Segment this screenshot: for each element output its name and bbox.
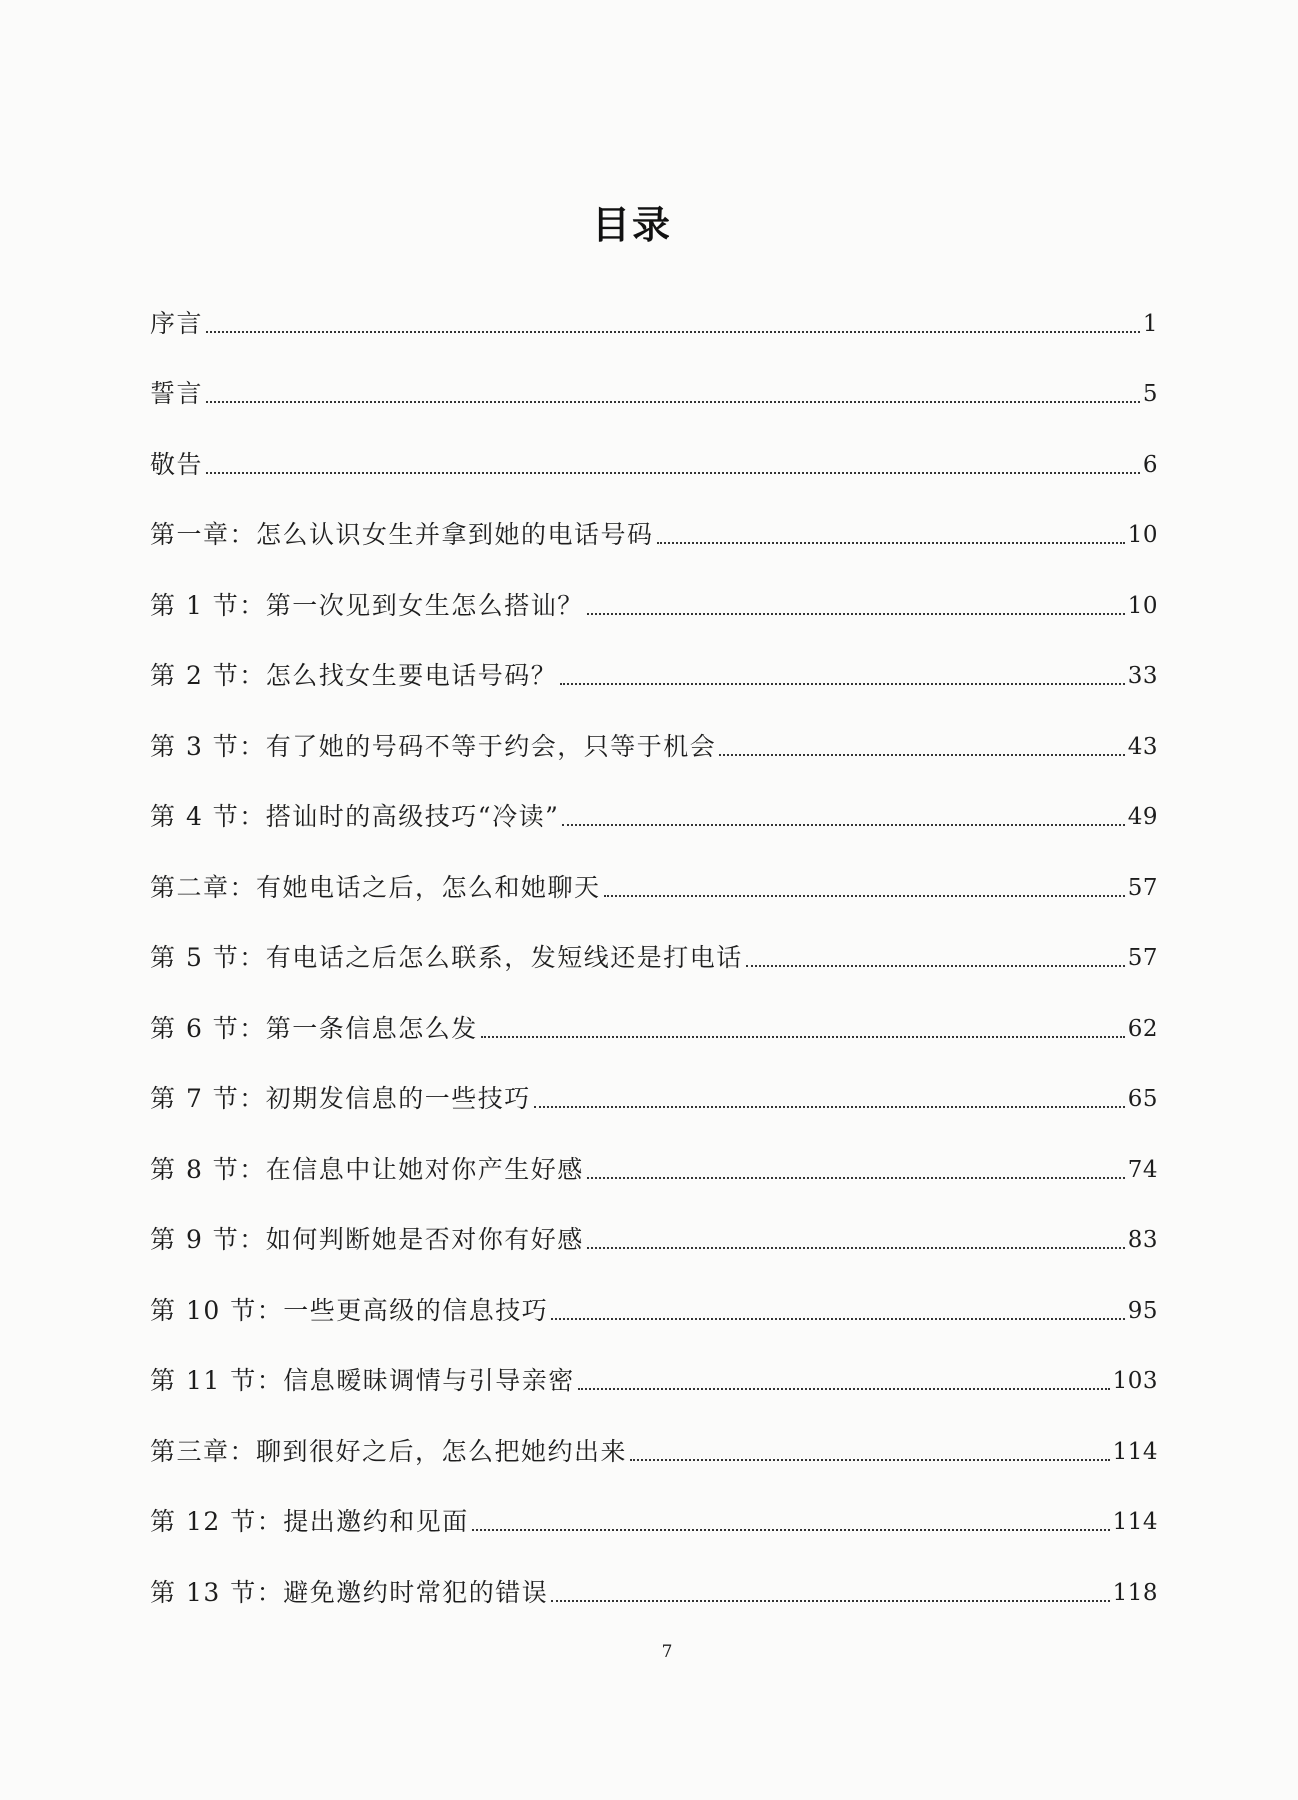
toc-entry — [150, 762, 1158, 833]
dot-leader — [719, 754, 1124, 756]
toc-entry — [150, 1326, 1158, 1397]
toc-entry-label: 第 8 节：在信息中让她对你产生好感 — [150, 1154, 584, 1184]
toc-entry-label: 誓言 — [150, 379, 204, 408]
toc-entry — [150, 832, 1158, 903]
dot-leader — [587, 1247, 1125, 1249]
toc-entry-label: 敬告 — [150, 449, 204, 479]
dot-leader — [551, 1318, 1125, 1320]
dot-leader — [562, 824, 1124, 826]
toc-entry — [150, 339, 1158, 410]
toc-entry-page: 65 — [1127, 1086, 1158, 1112]
toc-entry-label: 第 3 节：有了她的号码不等于约会，只等于机会 — [150, 731, 717, 761]
toc-entry-label: 第 4 节：搭讪时的高级技巧“冷读” — [150, 802, 560, 831]
toc-entry-page: 6 — [1142, 451, 1158, 478]
toc-entry — [150, 1185, 1158, 1256]
toc-entry-page: 33 — [1127, 663, 1158, 689]
toc-entry — [150, 1537, 1158, 1608]
dot-leader — [604, 895, 1125, 897]
dot-leader — [534, 1106, 1125, 1108]
toc-entry — [150, 1396, 1158, 1467]
dot-leader — [206, 331, 1140, 333]
toc-entry-label: 第 10 节：一些更高级的信息技巧 — [150, 1295, 549, 1325]
dot-leader — [206, 472, 1140, 474]
toc-entry-page: 43 — [1127, 733, 1158, 760]
toc-entry-label: 第 12 节：提出邀约和见面 — [150, 1507, 469, 1536]
toc-entry-label: 第一章：怎么认识女生并拿到她的电话号码 — [150, 520, 654, 549]
dot-leader — [630, 1459, 1110, 1461]
toc-entry — [150, 1467, 1158, 1538]
toc-list — [150, 268, 1158, 1608]
toc-entry — [150, 409, 1158, 480]
toc-entry-label: 第 1 节：第一次见到女生怎么搭讪？ — [150, 590, 584, 620]
toc-entry-page: 62 — [1127, 1015, 1158, 1042]
toc-entry-page: 95 — [1127, 1297, 1158, 1324]
toc-entry — [150, 903, 1158, 974]
toc-entry-page: 114 — [1112, 1509, 1158, 1535]
toc-entry-page: 5 — [1142, 381, 1158, 407]
toc-entry-label: 第 9 节：如何判断她是否对你有好感 — [150, 1225, 584, 1254]
toc-entry — [150, 480, 1158, 551]
toc-entry-label: 第 2 节：怎么找女生要电话号码？ — [150, 661, 558, 690]
dot-leader — [587, 613, 1125, 615]
toc-entry — [150, 1044, 1158, 1115]
toc-entry-label: 序言 — [150, 308, 204, 338]
toc-entry — [150, 691, 1158, 762]
toc-entry-label: 第 13 节：避免邀约时常犯的错误 — [150, 1577, 549, 1607]
toc-entry — [150, 268, 1158, 339]
toc-entry-label: 第 5 节：有电话之后怎么联系，发短线还是打电话 — [150, 943, 743, 972]
toc-entry-page: 57 — [1127, 874, 1158, 901]
toc-entry — [150, 621, 1158, 692]
dot-leader — [746, 965, 1125, 967]
dot-leader — [578, 1388, 1110, 1390]
toc-entry-page: 10 — [1127, 522, 1158, 548]
toc-entry — [150, 1114, 1158, 1185]
toc-entry-page: 114 — [1112, 1438, 1158, 1465]
toc-entry — [150, 1255, 1158, 1326]
toc-entry-page: 10 — [1127, 592, 1158, 619]
toc-entry-page: 118 — [1112, 1579, 1158, 1606]
toc-entry-page: 49 — [1127, 804, 1158, 830]
toc-entry-label: 第二章：有她电话之后，怎么和她聊天 — [150, 872, 601, 902]
toc-title: 目录 — [591, 203, 672, 247]
dot-leader — [481, 1036, 1125, 1038]
dot-leader — [560, 683, 1124, 685]
dot-leader — [472, 1529, 1110, 1531]
toc-entry-page: 74 — [1127, 1156, 1158, 1183]
toc-entry-page: 57 — [1127, 945, 1158, 971]
toc-entry-label: 第 11 节：信息暧昧调情与引导亲密 — [150, 1366, 575, 1395]
toc-entry — [150, 973, 1158, 1044]
toc-entry-label: 第三章：聊到很好之后，怎么把她约出来 — [150, 1436, 628, 1466]
dot-leader — [206, 401, 1140, 403]
page-number: 7 — [661, 1642, 673, 1662]
dot-leader — [551, 1600, 1109, 1602]
toc-entry — [150, 550, 1158, 621]
dot-leader — [587, 1177, 1125, 1179]
toc-entry-page: 103 — [1112, 1368, 1158, 1394]
toc-entry-label: 第 7 节：初期发信息的一些技巧 — [150, 1084, 531, 1113]
toc-entry-label: 第 6 节：第一条信息怎么发 — [150, 1013, 478, 1043]
toc-entry-page: 83 — [1127, 1227, 1158, 1253]
dot-leader — [657, 542, 1125, 544]
toc-entry-page: 1 — [1142, 310, 1158, 337]
